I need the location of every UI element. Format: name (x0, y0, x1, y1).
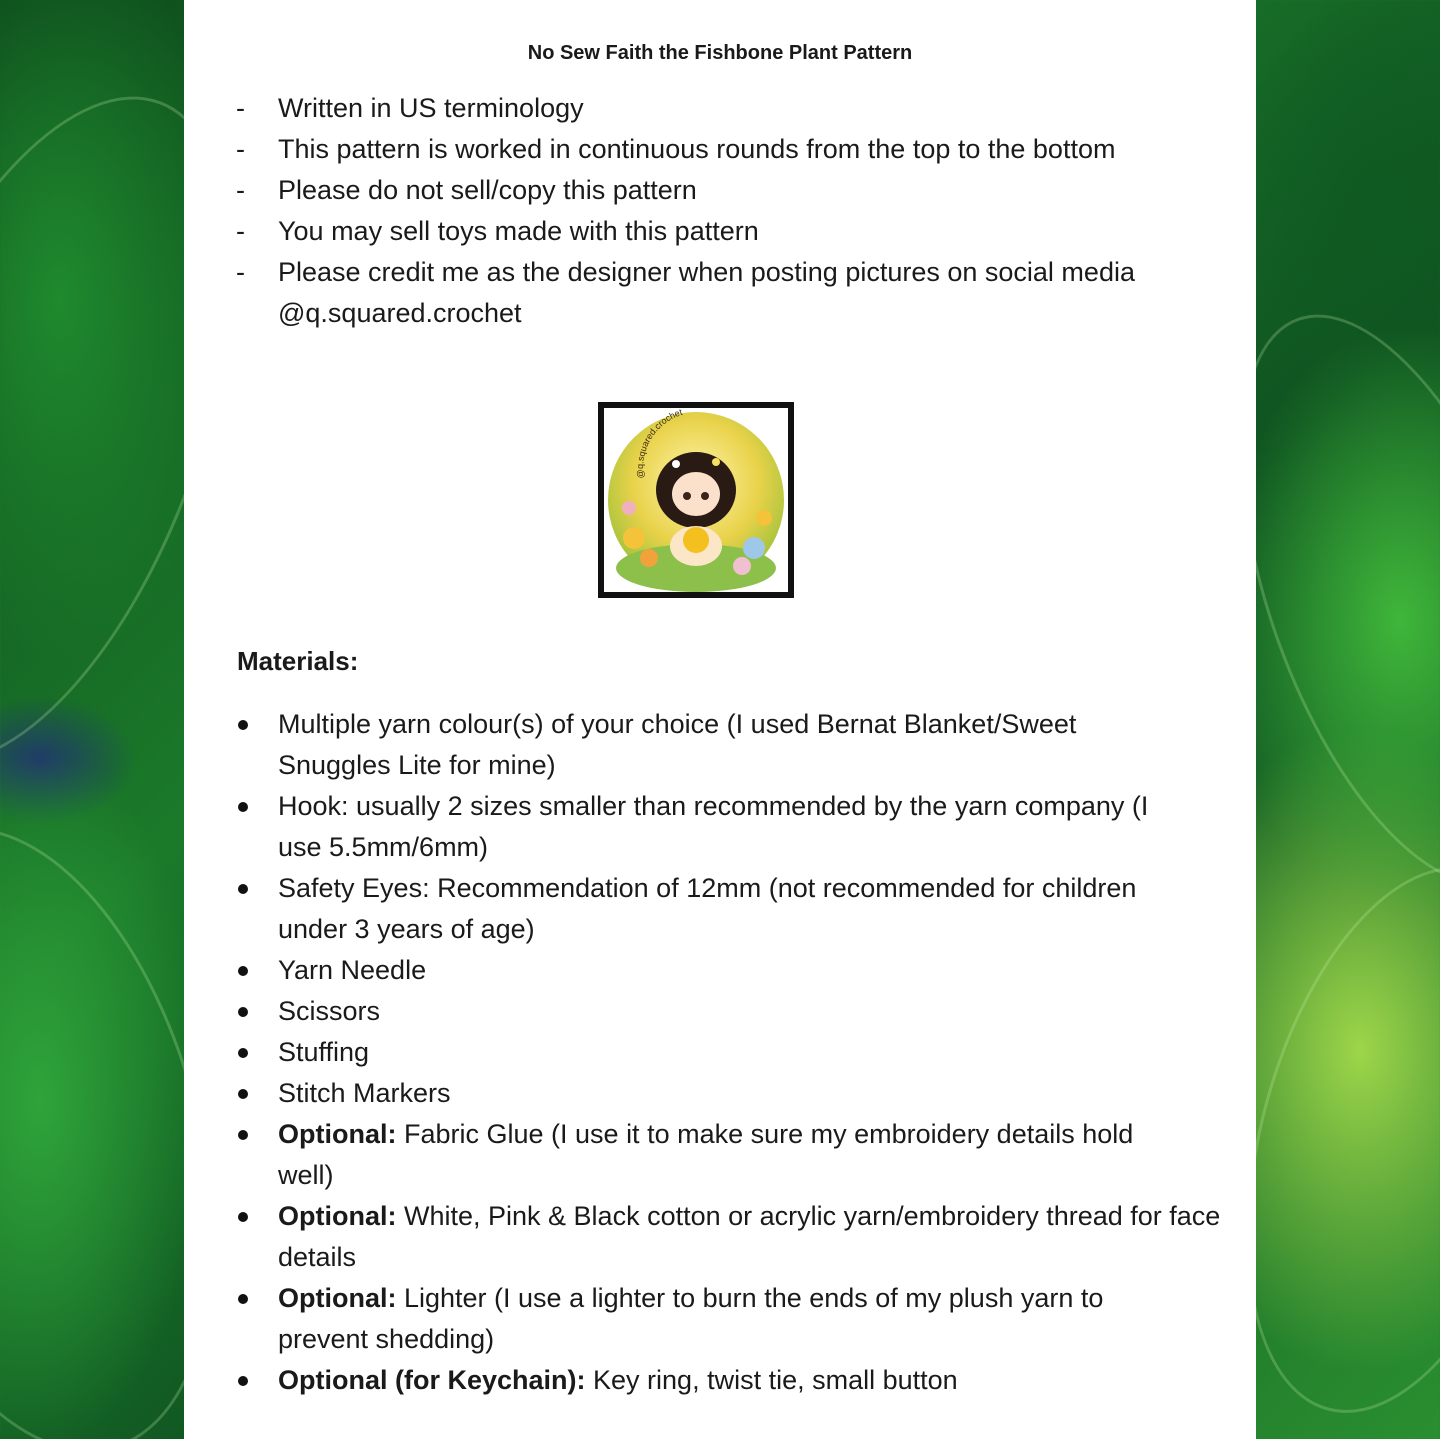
pattern-notes-list (234, 88, 1224, 334)
list-item: Optional: White, Pink & Black cotton or acrylic yarn/embroidery thread for face details (234, 1196, 1234, 1278)
list-item: Optional: Lighter (I use a lighter to burn the ends of my plush yarn to prevent shedding) (234, 1278, 1164, 1360)
list-item: - Please credit me as the designer when posting pictures on social media @q.squared.crochet (236, 257, 1135, 328)
list-item: Stitch Markers (234, 1073, 1234, 1114)
materials-heading: Materials: (237, 646, 359, 676)
list-item: Safety Eyes: Recommendation of 12mm (not recommended for children under 3 years of age) (234, 868, 1194, 950)
list-item: Hook: usually 2 sizes smaller than recommended by the yarn company (I use 5.5mm/6mm) (234, 786, 1194, 868)
pattern-page (184, 0, 1256, 1439)
page-title: No Sew Faith the Fishbone Plant Pattern (527, 42, 913, 64)
chibi-girl-with-yarn-logo-icon (604, 408, 788, 592)
svg-text:@q.squared.crochet: @q.squared.crochet (634, 408, 684, 479)
list-item: Stuffing (234, 1032, 1234, 1073)
list-item: - Please do not sell/copy this pattern (236, 175, 697, 205)
list-item: Multiple yarn colour(s) of your choice (I used Bernat Blanket/Sweet Snuggles Lite for mine) (234, 704, 1134, 786)
list-item: Scissors (234, 991, 1234, 1032)
list-item: - Written in US terminology (236, 93, 584, 123)
list-item: - This pattern is worked in continuous rounds from the top to the bottom (236, 134, 1116, 164)
designer-logo (598, 402, 794, 598)
list-item: Optional: Fabric Glue (I use it to make sure my embroidery details hold well) (234, 1114, 1184, 1196)
list-item: Optional (for Keychain): Key ring, twist tie, small button (234, 1360, 1234, 1401)
list-item: Yarn Needle (234, 950, 1234, 991)
materials-list (234, 704, 1234, 1401)
list-item: - You may sell toys made with this pattern (236, 216, 759, 246)
